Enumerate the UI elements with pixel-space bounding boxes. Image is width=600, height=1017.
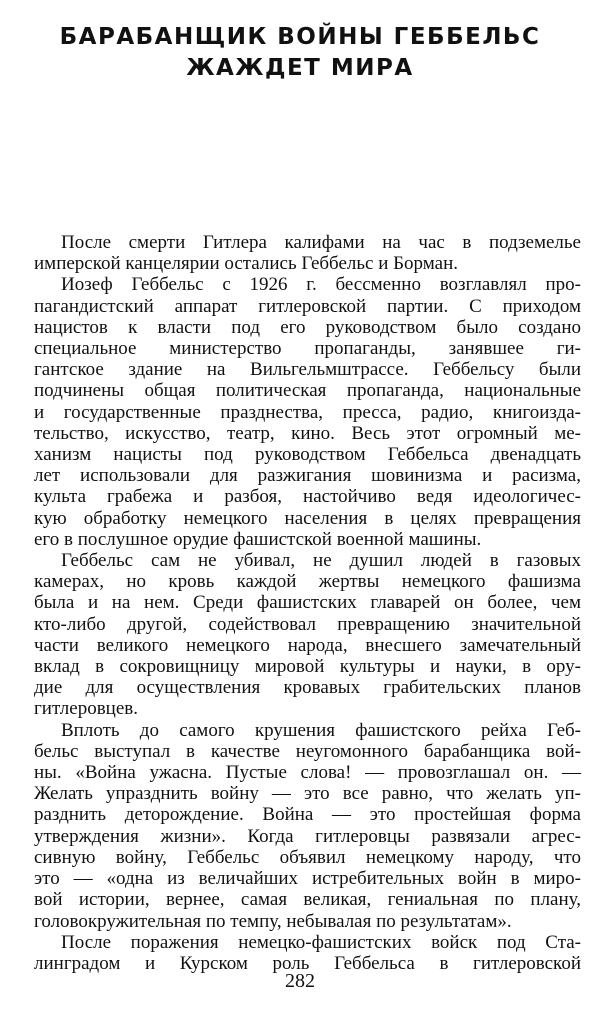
paragraph xyxy=(34,274,581,550)
paragraph xyxy=(34,720,581,932)
text-line: лет использовали для разжигания шовинизма и расизма, xyxy=(34,465,581,487)
text-line: сивную войну, Геббельс объявил немецкому народу, что xyxy=(34,846,581,868)
text-line: Вплоть до самого крушения фашистского рейха Геб- xyxy=(61,719,581,741)
text-line: это — «одна из величайших истребительных войн в миро- xyxy=(34,868,581,890)
text-line: линградом и Курском роль Геббельса в гитлеровской xyxy=(34,952,581,974)
text-line: кто-либо другой, содействовал превращению значительной xyxy=(34,613,581,635)
text-line: ханизм нацисты под руководством Геббельса двенадцать xyxy=(34,444,581,466)
chapter-title-line: БАРАБАНЩИК ВОЙНЫ ГЕББЕЛЬС xyxy=(59,24,541,50)
text-line: После поражения немецко-фашистских войск под Ста- xyxy=(61,931,581,953)
chapter-title xyxy=(0,22,600,84)
text-line: кую обработку немецкого населения в целях превращения xyxy=(34,507,581,529)
text-line: Желать упразднить войну — это все равно, что желать уп- xyxy=(34,783,581,805)
text-line: нацистов к власти под его руководством было создано xyxy=(34,316,581,338)
text-line: гантское здание на Вильгельмштрассе. Геббельсу были xyxy=(34,359,581,381)
text-line: тельство, искусство, театр, кино. Весь этот огромный ме- xyxy=(34,422,581,444)
paragraph xyxy=(34,932,581,974)
text-line: части великого немецкого народа, внесшего замечательный xyxy=(34,634,581,656)
text-line: гитлеровцев. xyxy=(34,698,138,720)
text-line: имперской канцелярии остались Геббельс и Борман. xyxy=(34,253,459,275)
text-line: его в послушное орудие фашистской военной машины. xyxy=(34,528,482,550)
text-line: утверждения жизни». Когда гитлеровцы развязали агрес- xyxy=(34,825,581,847)
text-line: подчинены общая политическая пропаганда, национальные xyxy=(34,380,581,402)
body-text xyxy=(34,232,581,974)
text-line: ны. «Война ужасна. Пустые слова! — провозглашал он. — xyxy=(34,762,581,784)
text-line: разднить деторождение. Война — это простейшая форма xyxy=(34,804,581,826)
text-line: и государственные празднества, пресса, радио, книгоизда- xyxy=(34,401,581,423)
page-number: 282 xyxy=(285,970,315,992)
chapter-title-line: ЖАЖДЕТ МИРА xyxy=(186,55,414,81)
text-line: Геббельс сам не убивал, не душил людей в газовых xyxy=(61,550,581,572)
text-line: камерах, но кровь каждой жертвы немецкого фашизма xyxy=(34,571,581,593)
text-line: дие для осуществления кровавых грабительских планов xyxy=(34,677,581,699)
text-line: Иозеф Геббельс с 1926 г. бессменно возглавлял про- xyxy=(61,274,581,296)
text-line: бельс выступал в качестве неугомонного барабанщика вой- xyxy=(34,740,581,762)
text-line: После смерти Гитлера калифами на час в подземелье xyxy=(61,232,581,253)
text-line: специальное министерство пропаганды, занявшее ги- xyxy=(34,338,581,360)
text-line: вклад в сокровищницу мировой культуры и науки, в ору- xyxy=(34,656,581,678)
text-line: головокружительная по темпу, небывалая по результатам». xyxy=(34,910,512,932)
text-line: была и на нем. Среди фашистских главарей он более, чем xyxy=(34,592,581,614)
paragraph xyxy=(34,232,581,274)
paragraph xyxy=(34,550,581,720)
text-line: пагандистский аппарат гитлеровской партии. С приходом xyxy=(34,295,581,317)
text-line: культа грабежа и разбоя, настойчиво ведя идеологичес- xyxy=(34,486,581,508)
text-line: вой истории, вернее, самая великая, гениальная по плану, xyxy=(34,889,581,911)
